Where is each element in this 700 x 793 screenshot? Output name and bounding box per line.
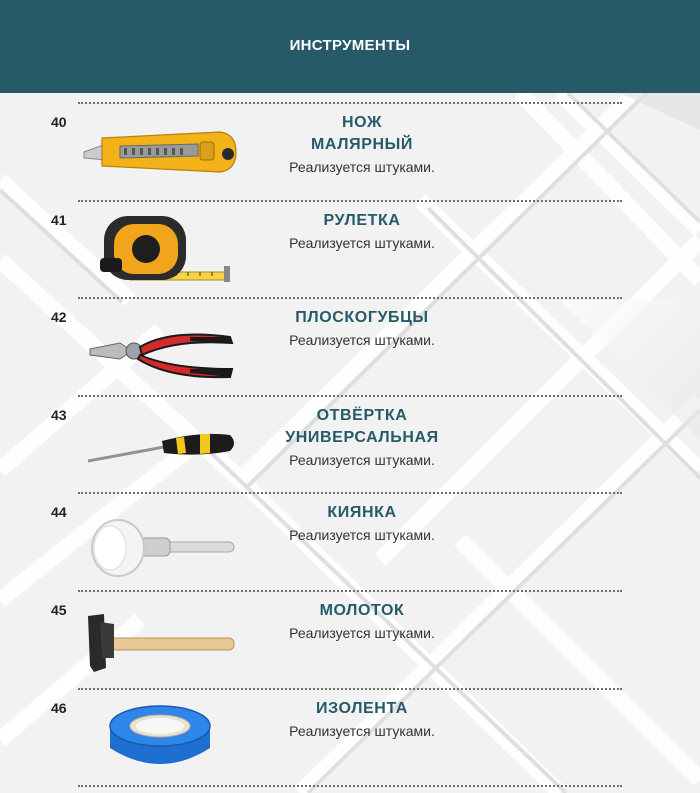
item-name: МОЛОТОК: [319, 602, 405, 619]
item-info: [262, 307, 462, 350]
item-name: КИЯНКА: [327, 504, 397, 521]
item-number: 43: [51, 407, 67, 423]
item-note: Реализуется штуками.: [289, 159, 435, 175]
item-name: ОТВЁРТКА УНИВЕРСАЛЬНАЯ: [285, 407, 439, 446]
item-number: 45: [51, 602, 67, 618]
screwdriver-icon: [80, 401, 240, 485]
electrical-tape-icon: [80, 694, 240, 778]
list-item: [0, 104, 700, 200]
item-name: ИЗОЛЕНТА: [316, 700, 408, 717]
list-item: [0, 202, 700, 298]
item-number: 40: [51, 114, 67, 130]
item-info: [262, 210, 462, 253]
list-item: [0, 592, 700, 688]
item-number: 44: [51, 504, 67, 520]
hammer-icon: [80, 596, 240, 680]
list-item: [0, 494, 700, 590]
page-title: ИНСТРУМЕНТЫ: [289, 37, 411, 54]
item-info: [262, 600, 462, 643]
item-info: [262, 502, 462, 545]
item-number: 46: [51, 700, 67, 716]
item-note: Реализуется штуками.: [289, 235, 435, 251]
item-note: Реализуется штуками.: [289, 723, 435, 739]
item-info: [262, 698, 462, 741]
item-name: НОЖ МАЛЯРНЫЙ: [311, 114, 413, 153]
item-note: Реализуется штуками.: [289, 625, 435, 641]
item-note: Реализуется штуками.: [289, 527, 435, 543]
item-note: Реализуется штуками.: [289, 332, 435, 348]
item-note: Реализуется штуками.: [289, 452, 435, 468]
item-info: [262, 112, 462, 177]
pliers-icon: [80, 303, 240, 387]
item-number: 41: [51, 212, 67, 228]
list-item: [0, 397, 700, 493]
utility-knife-icon: [80, 108, 240, 192]
item-name: ПЛОСКОГУБЦЫ: [295, 309, 429, 326]
mallet-icon: [80, 498, 240, 582]
item-number: 42: [51, 309, 67, 325]
list-item: [0, 299, 700, 395]
item-info: [262, 405, 462, 470]
tape-measure-icon: [80, 206, 240, 290]
list-item: [0, 690, 700, 786]
item-name: РУЛЕТКА: [323, 212, 401, 229]
